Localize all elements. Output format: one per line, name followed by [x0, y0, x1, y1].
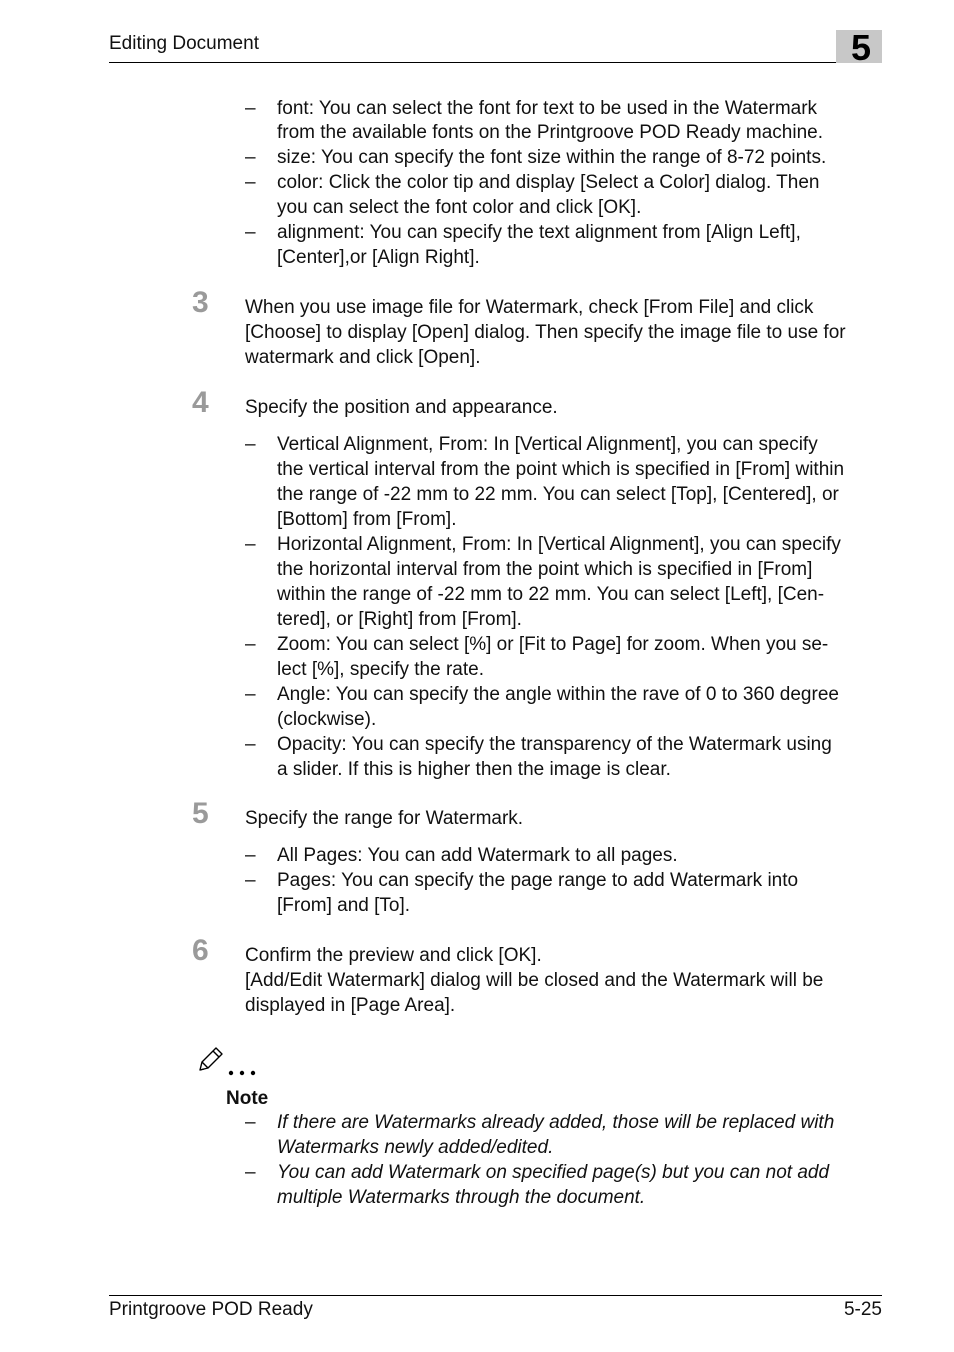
footer-page-number: 5-25	[843, 1299, 882, 1320]
bullet-dash: –	[245, 870, 256, 891]
bullet-text-line: from the available fonts on the Printgroove POD Ready machine.	[277, 122, 824, 143]
bullet-text-line: size: You can specify the font size within the range of 8-72 points.	[277, 147, 827, 168]
bullet-text-line: [From] and [To].	[277, 895, 411, 916]
bullet-text-line: (clockwise).	[277, 709, 377, 730]
pencil-note-icon	[196, 1044, 262, 1078]
bullet-text-line: the vertical interval from the point which is specified in [From] within	[277, 459, 845, 480]
bullet-dash: –	[245, 634, 256, 655]
bullet-dash: –	[245, 684, 256, 705]
step-text-line: watermark and click [Open].	[245, 347, 481, 368]
header-rule	[109, 62, 882, 63]
bullet-dash: –	[245, 434, 256, 455]
bullet-text-line: Vertical Alignment, From: In [Vertical Alignment], you can specify	[277, 434, 818, 455]
bullet-dash: –	[245, 147, 256, 168]
chapter-number: 5	[851, 27, 872, 68]
note-text-line: If there are Watermarks already added, those will be replaced with	[277, 1112, 835, 1133]
bullet-text-line: Opacity: You can specify the transparency of the Watermark using	[277, 734, 832, 755]
bullet-text-line: within the range of -22 mm to 22 mm. You can select [Left], [Cen-	[277, 584, 825, 605]
bullet-dash: –	[245, 734, 256, 755]
bullet-text-line: you can select the font color and click [OK].	[277, 197, 642, 218]
bullet-text-line: font: You can select the font for text to be used in the Watermark	[277, 98, 818, 119]
step-text-line: Confirm the preview and click [OK].	[245, 945, 542, 966]
step-text-line: displayed in [Page Area].	[245, 995, 456, 1016]
bullet-text-line: lect [%], specify the rate.	[277, 659, 484, 680]
note-text-line: Watermarks newly added/edited.	[277, 1137, 554, 1158]
step-number: 4	[192, 386, 209, 419]
bullet-text-line: alignment: You can specify the text alignment from [Align Left],	[277, 222, 801, 243]
bullet-text-line: color: Click the color tip and display [Select a Color] dialog. Then	[277, 172, 820, 193]
step-text-line: When you use image file for Watermark, check [From File] and click	[245, 297, 814, 318]
bullet-dash: –	[245, 98, 256, 119]
bullet-text-line: Zoom: You can select [%] or [Fit to Page] for zoom. When you se-	[277, 634, 829, 655]
bullet-text-line: Horizontal Alignment, From: In [Vertical Alignment], you can specify	[277, 534, 841, 555]
bullet-text-line: [Bottom] from [From].	[277, 509, 457, 530]
step-number: 6	[192, 934, 209, 967]
bullet-text-line: the horizontal interval from the point which is specified in [From]	[277, 559, 813, 580]
step-number: 5	[192, 797, 209, 830]
step-text-line: Specify the position and appearance.	[245, 397, 558, 418]
bullet-dash: –	[245, 534, 256, 555]
step-text-line: [Choose] to display [Open] dialog. Then specify the image file to use for	[245, 322, 846, 343]
footer-product-name: Printgroove POD Ready	[109, 1299, 313, 1320]
bullet-text-line: All Pages: You can add Watermark to all pages.	[277, 845, 678, 866]
bullet-text-line: a slider. If this is higher then the image is clear.	[277, 759, 671, 780]
bullet-text-line: Pages: You can specify the page range to add Watermark into	[277, 870, 799, 891]
note-label: Note	[226, 1088, 269, 1109]
step-text-line: Specify the range for Watermark.	[245, 808, 524, 829]
bullet-dash: –	[245, 1112, 256, 1133]
bullet-dash: –	[245, 222, 256, 243]
note-text-line: multiple Watermarks through the document.	[277, 1187, 646, 1208]
footer-rule	[109, 1295, 882, 1296]
step-number: 3	[192, 286, 209, 319]
note-text-line: You can add Watermark on specified page(s) but you can not add	[277, 1162, 830, 1183]
bullet-dash: –	[245, 845, 256, 866]
bullet-dash: –	[245, 172, 256, 193]
bullet-text-line: tered], or [Right] from [From].	[277, 609, 522, 630]
bullet-text-line: [Center],or [Align Right].	[277, 247, 480, 268]
step-text-line: [Add/Edit Watermark] dialog will be closed and the Watermark will be	[245, 970, 824, 991]
running-header-title: Editing Document	[109, 33, 259, 54]
bullet-dash: –	[245, 1162, 256, 1183]
bullet-text-line: the range of -22 mm to 22 mm. You can select [Top], [Centered], or	[277, 484, 839, 505]
bullet-text-line: Angle: You can specify the angle within the rave of 0 to 360 degree	[277, 684, 839, 705]
